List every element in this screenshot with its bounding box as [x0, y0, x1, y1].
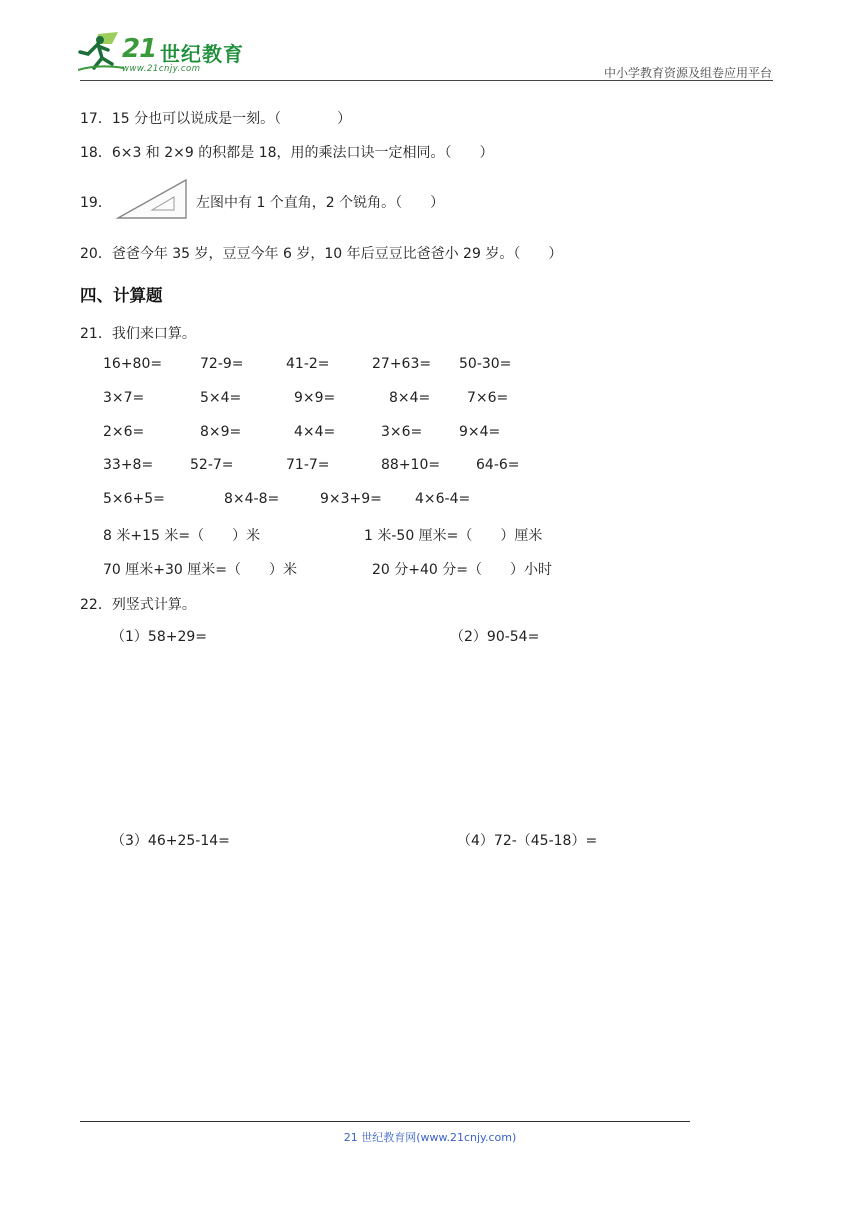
unit-conversion: 8 米+15 米=（ ）米: [103, 528, 261, 544]
calc-cell: 16+80=: [103, 356, 163, 372]
calc-cell: 8×4=: [389, 390, 431, 406]
vertical-calc-item: （3）46+25-14=: [111, 833, 230, 849]
unit-conversion: 20 分+40 分=（ ）小时: [372, 562, 552, 578]
question-17: 17．15 分也可以说成是一刻。（ ）: [80, 111, 352, 127]
calc-cell: 52-7=: [190, 457, 234, 473]
question-21-title: 21．我们来口算。: [80, 326, 196, 342]
header-divider: [80, 80, 773, 81]
calc-cell: 4×6-4=: [415, 491, 471, 507]
question-22-title: 22．列竖式计算。: [80, 597, 196, 613]
vertical-calc-item: （1）58+29=: [111, 629, 207, 645]
calc-cell: 4×4=: [294, 424, 336, 440]
set-square-icon: [116, 178, 190, 222]
section-title: 四、计算题: [80, 286, 163, 305]
platform-name: 中小学教育资源及组卷应用平台: [603, 66, 772, 80]
running-man-icon: [78, 30, 126, 74]
calc-cell: 5×6+5=: [103, 491, 165, 507]
calc-cell: 9×3+9=: [320, 491, 382, 507]
calc-cell: 9×9=: [294, 390, 336, 406]
calc-cell: 3×6=: [381, 424, 423, 440]
question-20: 20．爸爸今年 35 岁，豆豆今年 6 岁，10 年后豆豆比爸爸小 29 岁。（ ）: [80, 246, 563, 262]
logo-number: 21: [122, 34, 157, 64]
unit-conversion: 1 米-50 厘米=（ ）厘米: [364, 528, 543, 544]
logo-name: 世纪教育: [160, 42, 244, 66]
logo: [78, 30, 258, 76]
calc-cell: 33+8=: [103, 457, 154, 473]
calc-cell: 8×4-8=: [224, 491, 280, 507]
footer-divider: [80, 1121, 690, 1122]
unit-conversion: 70 厘米+30 厘米=（ ）米: [103, 562, 297, 578]
calc-cell: 7×6=: [467, 390, 509, 406]
vertical-calc-item: （4）72-（45-18）=: [457, 833, 598, 849]
calc-cell: 27+63=: [372, 356, 432, 372]
footer-link[interactable]: 21 世纪教育网(www.21cnjy.com): [343, 1131, 517, 1144]
calc-cell: 41-2=: [286, 356, 330, 372]
calc-cell: 72-9=: [200, 356, 244, 372]
question-18: 18．6×3 和 2×9 的积都是 18，用的乘法口诀一定相同。（ ）: [80, 145, 494, 161]
calc-cell: 88+10=: [381, 457, 441, 473]
calc-cell: 50-30=: [459, 356, 512, 372]
calc-cell: 9×4=: [459, 424, 501, 440]
calc-cell: 8×9=: [200, 424, 242, 440]
calc-cell: 3×7=: [103, 390, 145, 406]
calc-cell: 64-6=: [476, 457, 520, 473]
calc-cell: 71-7=: [286, 457, 330, 473]
question-19-text: 左图中有 1 个直角，2 个锐角。（ ）: [196, 195, 445, 211]
vertical-calc-item: （2）90-54=: [450, 629, 540, 645]
calc-cell: 2×6=: [103, 424, 145, 440]
calc-cell: 5×4=: [200, 390, 242, 406]
logo-url: www.21cnjy.com: [122, 64, 201, 74]
question-19-number: 19．: [80, 195, 112, 211]
